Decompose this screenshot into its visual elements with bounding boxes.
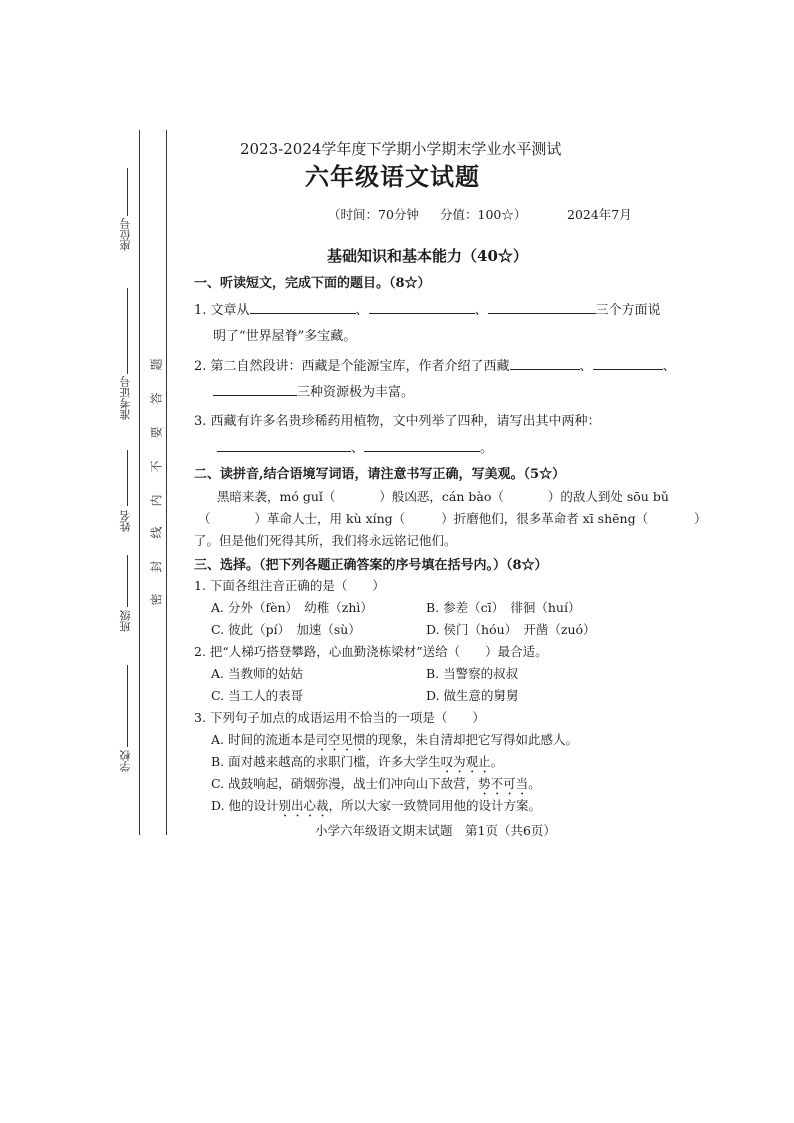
q2-sep-1: 、 xyxy=(579,359,593,374)
opt-b-post: 。 xyxy=(490,754,504,769)
seal-char-5: 内 xyxy=(149,494,164,507)
part3-q3-option-c[interactable] xyxy=(211,774,541,798)
binding-line-inner xyxy=(166,130,167,835)
q3-blank-1[interactable] xyxy=(217,438,351,452)
class-field[interactable] xyxy=(127,555,128,607)
exam-time: （时间：70分钟 xyxy=(328,207,419,222)
q1-blank-1[interactable] xyxy=(250,300,356,314)
seal-char-4: 不 xyxy=(149,460,164,473)
q2-prefix: 2. 第二自然段讲：西藏是个能源宝库，作者介绍了西藏 xyxy=(194,359,510,374)
opt-a-post: 的现象，朱自清却把它写得如此感人。 xyxy=(365,732,579,747)
part3-q1-option-b[interactable]: B. 参差（cī） 徘徊（huí） xyxy=(426,600,581,615)
exam-main-title: 六年级语文试题 xyxy=(305,162,480,191)
q3-blank-2[interactable] xyxy=(364,438,480,452)
part3-q1-option-c[interactable]: C. 彼此（pí） 加速（sù） xyxy=(211,622,361,637)
exam-date: 2024年7月 xyxy=(567,207,632,222)
pinyin-mogui: 黑暗来袭，mó guǐ（ xyxy=(217,489,336,504)
part3-q3-option-d[interactable] xyxy=(211,796,541,820)
seal-char-3: 要 xyxy=(149,426,164,439)
opt-d-idiom: 别出心裁 xyxy=(278,798,329,813)
part2-line1 xyxy=(217,487,669,505)
paren-open-soubu: （ xyxy=(198,511,211,526)
pinyin-soubu: ）的敌人到处 sōu bǔ xyxy=(547,489,669,504)
q2-tail: 三种资源极为丰富。 xyxy=(297,385,415,400)
q1-prefix: 1. 文章从 xyxy=(194,303,250,318)
part3-q2-option-b[interactable]: B. 当警察的叔叔 xyxy=(426,666,519,681)
part1-q1-line2: 明了“世界屋脊”多宝藏。 xyxy=(213,329,357,344)
q2-blank-1[interactable] xyxy=(510,356,580,370)
q3-sep: 、 xyxy=(351,441,365,456)
q1-sep-2: 、 xyxy=(474,303,488,318)
paren-close-xisheng: ） xyxy=(694,511,707,526)
q1-tail: 三个方面说 xyxy=(595,303,661,318)
opt-a-idiom: 司空见惯 xyxy=(315,732,366,747)
exam-number-field[interactable] xyxy=(127,288,128,374)
q1-blank-2[interactable] xyxy=(369,300,475,314)
opt-c-post: 。 xyxy=(528,776,541,791)
part3-q3-option-a[interactable] xyxy=(211,730,578,754)
q2-blank-3[interactable] xyxy=(213,382,297,396)
part1-q3: 3. 西藏有许多名贵珍稀药用植物，文中列举了四种，请写出其中两种： xyxy=(194,414,601,429)
part3-q3: 3. 下列句子加点的成语运用不恰当的一项是（ ） xyxy=(194,710,485,725)
seal-char-7: 封 xyxy=(149,560,164,573)
section-title: 基础知识和基本能力（40☆） xyxy=(327,247,528,265)
q1-blank-3[interactable] xyxy=(488,300,596,314)
seat-number-label: 座位号 xyxy=(119,218,132,251)
opt-d-pre: D. 他的设计 xyxy=(211,798,279,813)
part2-heading: 二、读拼音,结合语境写词语，请注意书写正确，写美观。（5☆） xyxy=(194,467,566,482)
opt-a-pre: A. 时间的流逝本是 xyxy=(211,732,316,747)
part3-q1-option-a[interactable]: A. 分外（fèn） 幼稚（zhì） xyxy=(211,600,373,615)
pinyin-xisheng: ）折磨他们，很多革命者 xī shēng（ xyxy=(441,511,649,526)
school-field[interactable] xyxy=(127,665,128,747)
page-footer: 小学六年级语文期末试题 第1页（共6页） xyxy=(315,823,556,838)
part2-line2 xyxy=(198,509,707,527)
seal-char-8: 密 xyxy=(149,593,164,606)
part3-heading: 三、选择。（把下列各题正确答案的序号填在括号内。）（8☆） xyxy=(194,558,548,573)
part1-q2 xyxy=(194,355,676,374)
q3-end: 。 xyxy=(480,441,494,456)
part3-q3-option-b[interactable] xyxy=(211,752,503,776)
class-label: 班级 xyxy=(119,610,132,632)
name-label: 姓名 xyxy=(119,510,132,532)
opt-b-idiom: 叹为观止 xyxy=(440,754,491,769)
opt-d-post: ，所以大家一致赞同用他的设计方案。 xyxy=(328,798,542,813)
seat-number-field[interactable] xyxy=(127,168,128,216)
part1-q2-line2 xyxy=(213,381,414,400)
part3-q2-option-d[interactable]: D. 做生意的舅舅 xyxy=(426,688,519,703)
part3-q2: 2. 把“人梯巧搭登攀路，心血勤浇栋梁材”送给（ ）最合适。 xyxy=(194,644,548,659)
pinyin-kuxing: ）革命人士，用 kù xíng（ xyxy=(254,511,406,526)
part3-q2-option-a[interactable]: A. 当教师的姑姑 xyxy=(211,666,303,681)
opt-b-pre: B. 面对越来越高的求职门槛，许多大学生 xyxy=(211,754,441,769)
part1-q1 xyxy=(194,299,661,318)
part3-q1: 1. 下面各组注音正确的是（ ） xyxy=(194,578,385,593)
binding-line-outer xyxy=(139,130,140,835)
seal-char-6: 线 xyxy=(149,526,164,539)
q1-sep-1: 、 xyxy=(355,303,369,318)
opt-c-idiom: 势不可当 xyxy=(478,776,529,791)
q2-blank-2[interactable] xyxy=(593,356,663,370)
part1-q3-answer xyxy=(217,437,493,456)
part3-q1-option-d[interactable]: D. 侯门（hóu） 开凿（zuó） xyxy=(426,622,596,637)
exam-score: 分值：100☆） xyxy=(440,207,527,222)
part1-heading: 一、听读短文，完成下面的题目。（8☆） xyxy=(194,276,431,291)
part2-line3: 了。但是他们死得其所，我们将永远铭记他们。 xyxy=(194,533,457,548)
school-label: 学校 xyxy=(119,750,132,772)
q2-sep-2: 、 xyxy=(662,359,676,374)
pinyin-canbao: ）般凶恶，cán bào（ xyxy=(379,489,504,504)
exam-top-title: 2023-2024学年度下学期小学期末学业水平测试 xyxy=(240,140,562,158)
seal-char-1: 题 xyxy=(149,358,164,371)
exam-number-label: 准考证号 xyxy=(119,376,132,420)
part3-q2-option-c[interactable]: C. 当工人的表哥 xyxy=(211,688,304,703)
seal-char-2: 答 xyxy=(149,392,164,405)
name-field[interactable] xyxy=(127,450,128,506)
opt-c-pre: C. 战鼓响起，硝烟弥漫，战士们冲向山下敌营， xyxy=(211,776,479,791)
